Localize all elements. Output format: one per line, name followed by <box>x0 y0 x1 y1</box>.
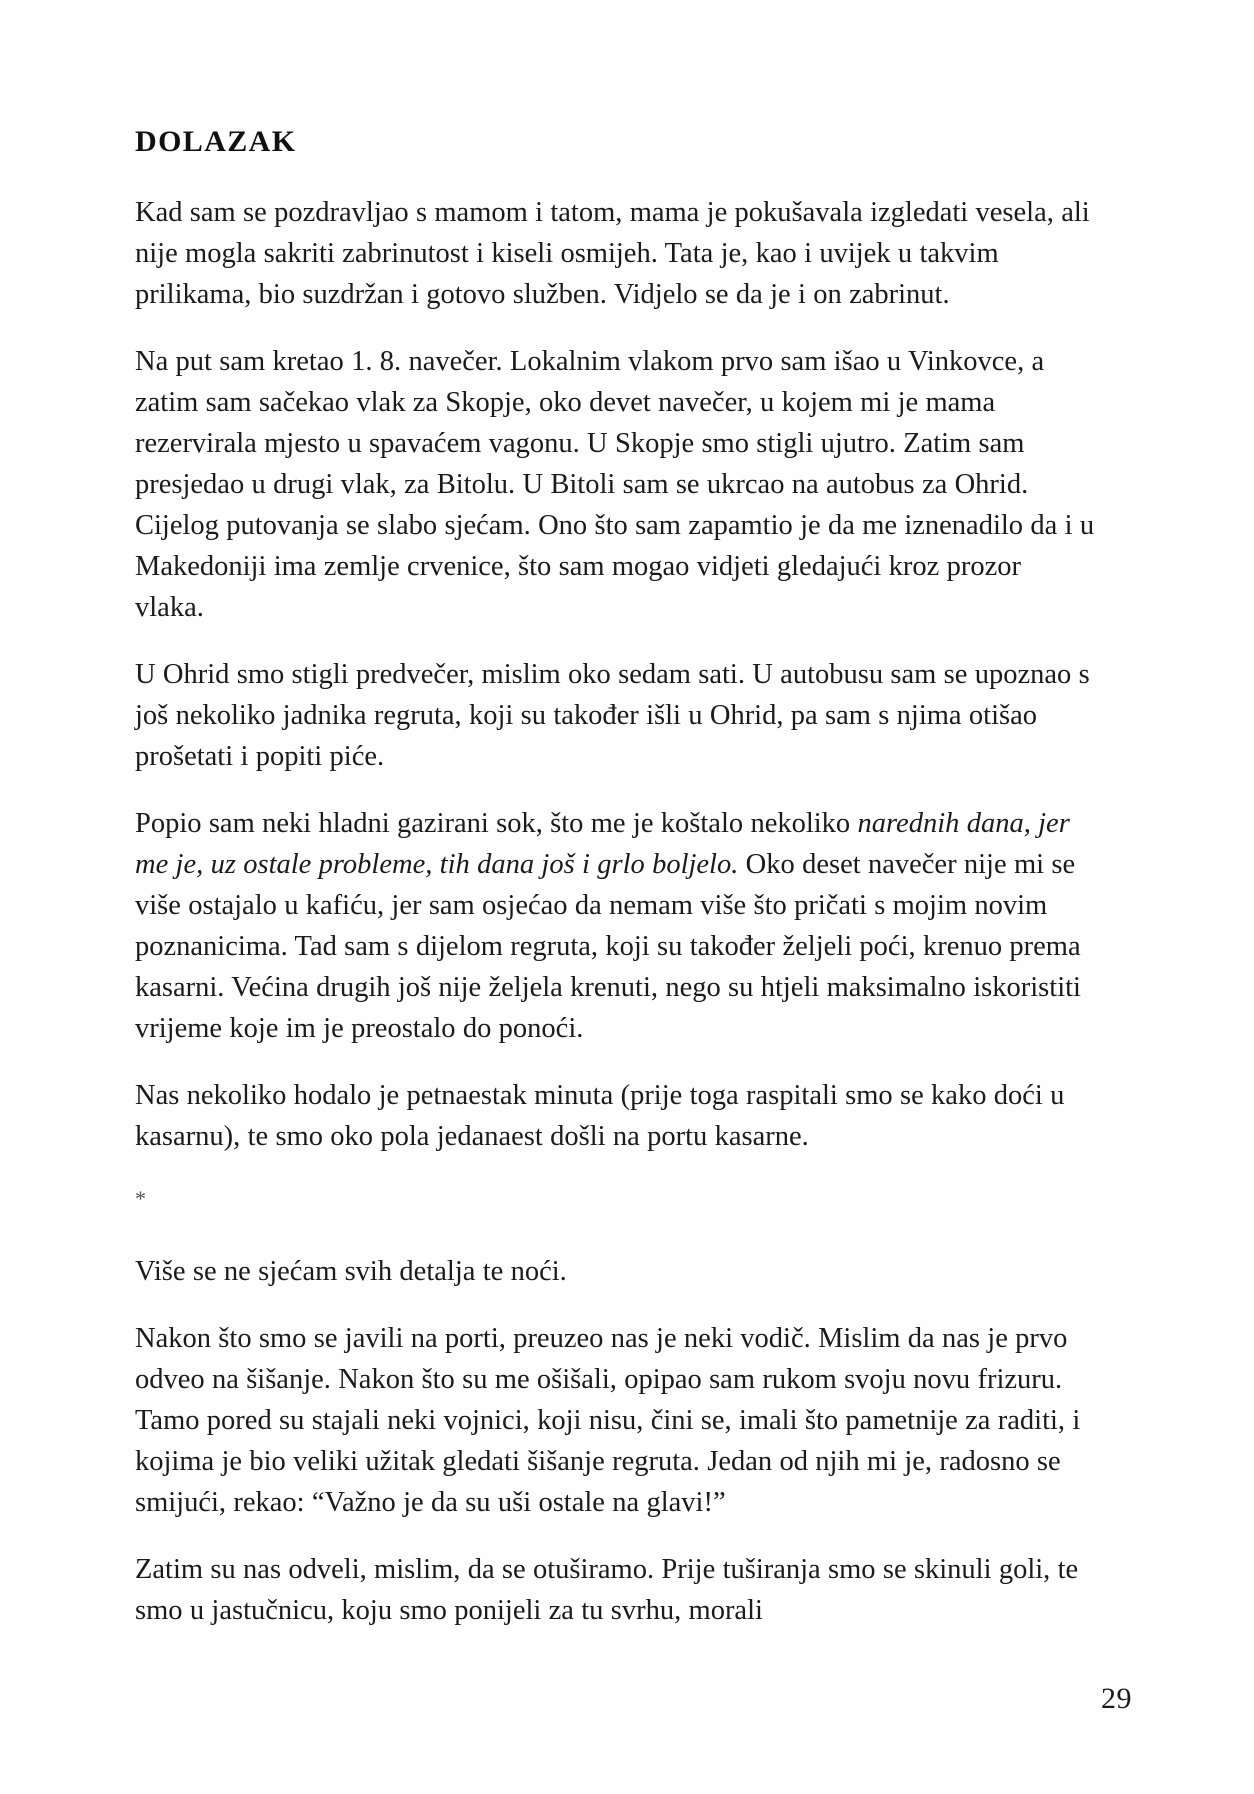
paragraph-1: Kad sam se pozdravljao s mamom i tatom, mama je pokušavala izgledati vesela, ali nije mogla sakriti zabrinutost i kiseli osmijeh. Tata je, kao i uvijek u takvim prilikama, bio suzdržan i gotovo služben. Vidjelo se da je i on zabrinut. <box>135 197 1090 310</box>
paragraph-4-tail: Oko deset navečer nije mi se više ostajalo u kafiću, jer sam osjećao da nemam više što pričati s mojim novim poznanicima. Tad sam s dijelom regruta, koji su također željeli poći, krenuo prema kasarni. Većina drugih još nije željela krenuti, nego su htjeli maksimalno iskoristiti vrijeme koje im je preostalo do ponoći. <box>135 849 1081 1044</box>
paragraph-7: Nakon što smo se javili na porti, preuzeo nas je neki vodič. Mislim da nas je prvo odveo na šišanje. Nakon što su me ošišali, opipao sam rukom svoju novu frizuru. Tamo pored su stajali neki vojnici, koji nisu, čini se, imali što pametnije za raditi, i kojima je bio veliki užitak gledati šišanje regruta. Jedan od njih mi je, radosno se smijući, rekao: “Važno je da su uši ostale na glavi!” <box>135 1323 1081 1518</box>
section-separator-asterisk: * <box>135 1186 146 1211</box>
paragraph-5: Nas nekoliko hodalo je petnaestak minuta (prije toga raspitali smo se kako doći u kasarnu), te smo oko pola jedanaest došli na portu kasarne. <box>135 1080 1065 1152</box>
page-number: 29 <box>1101 1682 1132 1715</box>
page-content <box>135 125 1095 1631</box>
paragraph-4 <box>135 803 1095 1049</box>
paragraph-6: Više se ne sjećam svih detalja te noći. <box>135 1256 567 1287</box>
paragraph-4-lead: Popio sam neki hladni gazirani sok, što me je koštalo nekoliko <box>135 808 858 839</box>
paragraph-4-italic-phrase: narednih dana, jer me je, uz ostale probleme, tih dana još i grlo boljelo. <box>135 808 1070 880</box>
chapter-title: DOLAZAK <box>135 125 297 158</box>
paragraph-3: U Ohrid smo stigli predvečer, mislim oko sedam sati. U autobusu sam se upoznao s još nekoliko jadnika regruta, koji su također išli u Ohrid, pa sam s njima otišao prošetati i popiti piće. <box>135 659 1090 772</box>
paragraph-8: Zatim su nas odveli, mislim, da se otuširamo. Prije tuširanja smo se skinuli goli, te smo u jastučnicu, koju smo ponijeli za tu svrhu, morali <box>135 1554 1079 1626</box>
paragraph-2: Na put sam kretao 1. 8. navečer. Lokalnim vlakom prvo sam išao u Vinkovce, a zatim sam sačekao vlak za Skopje, oko devet navečer, u kojem mi je mama rezervirala mjesto u spavaćem vagonu. U Skopje smo stigli ujutro. Zatim sam presjedao u drugi vlak, za Bitolu. U Bitoli sam se ukrcao na autobus za Ohrid. Cijelog putovanja se slabo sjećam. Ono što sam zapamtio je da me iznenadilo da i u Makedoniji ima zemlje crvenice, što sam mogao vidjeti gledajući kroz prozor vlaka. <box>135 346 1095 623</box>
